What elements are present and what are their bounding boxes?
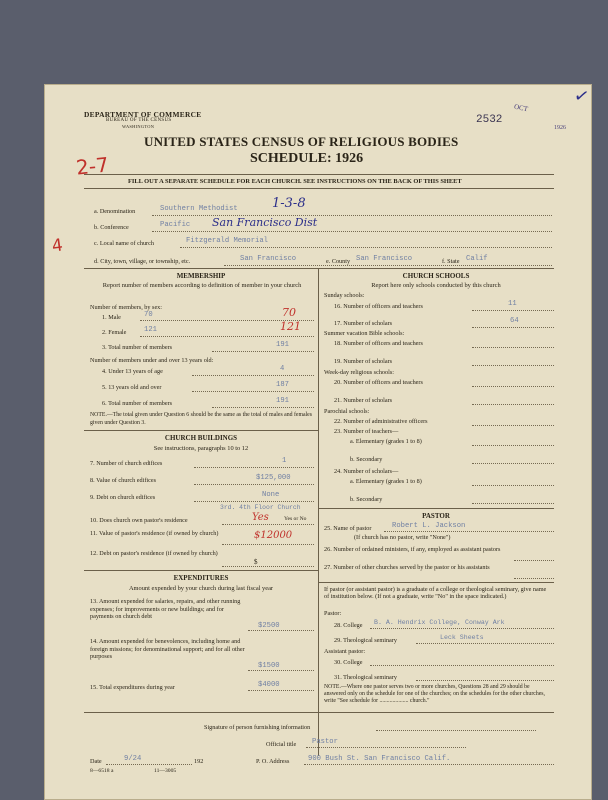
q23-label: 23. Number of teachers—	[334, 428, 399, 435]
stamp-year: 1926	[554, 125, 566, 131]
assistant-subheading: Assistant pastor:	[324, 648, 366, 655]
denomination-code[interactable]: 1-3-8	[272, 196, 306, 211]
q12-value[interactable]: $	[254, 558, 258, 566]
q5-label: 5. 13 years old and over	[102, 384, 162, 391]
q9-value[interactable]: None	[262, 491, 280, 499]
date-label: Date	[90, 758, 102, 765]
q5-value[interactable]: 187	[276, 381, 289, 389]
parochial-schools-label: Parochial schools:	[324, 408, 370, 415]
form-code-secondary: 11—3005	[154, 768, 177, 774]
city-label: WASHINGTON	[122, 124, 155, 129]
q6-label: 6. Total number of members	[102, 400, 173, 407]
expenditures-intro: Amount expended by your church during last fiscal year	[128, 585, 274, 592]
buildings-instructions: See instructions, paragraphs 10 to 12	[153, 445, 249, 452]
q29-value[interactable]: Leck Sheets	[440, 634, 484, 641]
q11-value[interactable]: $12000	[254, 530, 293, 541]
q2-label: 2. Female	[102, 329, 127, 336]
signature-label: Signature of person furnishing information	[204, 724, 311, 731]
q6-value[interactable]: 191	[276, 397, 289, 405]
q10-label: 10. Does church own pastor's residence	[90, 517, 188, 524]
q28-value[interactable]: B. A. Hendrix College, Conway Ark	[374, 619, 505, 626]
q30-label: 30. College	[334, 659, 363, 666]
q24b-label: b. Secondary	[350, 496, 383, 503]
members-by-sex-label: Number of members, by sex:	[90, 304, 162, 311]
denomination-label: a. Denomination	[94, 208, 136, 215]
q1-typed: 70	[144, 311, 153, 319]
church-name-value[interactable]: Fitzgerald Memorial	[186, 237, 268, 245]
q21-label: 21. Number of scholars	[334, 397, 393, 404]
q27-label: 27. Number of other churches served by the pastor or his assistants	[324, 564, 490, 571]
q13-label: 13. Amount expended for salaries, repairs, and other running expenses; for improvements or new buildings; and for payments on church debt	[90, 598, 241, 621]
official-title-label: Official title	[266, 741, 297, 748]
red-handwritten-mark: 2-7	[74, 152, 110, 180]
q2-value[interactable]: 121	[280, 320, 301, 333]
q24-label: 24. Number of scholars—	[334, 468, 399, 475]
q20-label: 20. Number of officers and teachers	[334, 379, 423, 386]
pastor-subheading: Pastor:	[324, 610, 342, 617]
conference-value[interactable]: Pacific	[160, 221, 191, 229]
county-label: e. County	[326, 258, 351, 265]
q3-value[interactable]: 191	[276, 341, 289, 349]
city-town-label: d. City, town, village, or township, etc.	[94, 258, 191, 265]
q24a-label: a. Elementary (grades 1 to 8)	[350, 478, 422, 485]
membership-heading: MEMBERSHIP	[176, 272, 226, 280]
q14-value[interactable]: $1500	[258, 662, 280, 670]
q16-value[interactable]: 11	[508, 300, 517, 308]
official-title-value[interactable]: Pastor	[312, 738, 338, 746]
q12-label: 12. Debt on pastor's residence (if owned by church)	[90, 550, 218, 557]
received-stamp: OCT	[513, 102, 529, 114]
q8-label: 8. Value of church edifices	[90, 477, 157, 484]
membership-note: NOTE.—The total given under Question 6 should be the same as the total of males and females given under Question 3.	[90, 412, 312, 426]
state-value[interactable]: Calif	[466, 255, 488, 263]
q26-label: 26. Number of ordained ministers, if any, employed as assistant pastors	[324, 546, 501, 553]
q17-value[interactable]: 64	[510, 317, 519, 325]
q19-label: 19. Number of scholars	[334, 358, 393, 365]
membership-intro: Report number of members according to definition of member in your church	[102, 282, 302, 289]
pastor-heading: PASTOR	[422, 512, 450, 520]
check-mark-icon: ✓	[572, 84, 592, 108]
conference-label: b. Conference	[94, 224, 129, 231]
q18-label: 18. Number of officers and teachers	[334, 340, 423, 347]
expenditures-heading: EXPENDITURES	[173, 574, 229, 582]
age-header: Number of members under and over 13 years old:	[90, 357, 214, 364]
district-value[interactable]: San Francisco Dist	[212, 216, 318, 229]
denomination-value[interactable]: Southern Methodist	[160, 205, 238, 213]
q1-value[interactable]: 70	[282, 306, 296, 319]
date-value[interactable]: 9/24	[124, 755, 142, 763]
year-suffix: 192	[194, 758, 204, 765]
state-label: f. State	[442, 258, 460, 265]
q29-label: 29. Theological seminary	[334, 637, 397, 644]
q8-value[interactable]: $125,000	[256, 474, 291, 482]
q16-label: 16. Number of officers and teachers	[334, 303, 423, 310]
q15-value[interactable]: $4000	[258, 681, 280, 689]
form-code: 8—6518 a	[90, 768, 114, 774]
q28-label: 28. College	[334, 622, 363, 629]
form-number: 2532	[476, 114, 503, 126]
pastor-note: NOTE.—Where one pastor serves two or more churches, Questions 28 and 29 should be answered only on the schedule for one of the churches; on the schedules for the other churches, write "See schedule for .................... church."	[324, 684, 546, 704]
q15-label: 15. Total expenditures during year	[90, 684, 175, 691]
q25-note: (If church has no pastor, write "None")	[354, 534, 451, 541]
q25-label: 25. Name of pastor	[324, 525, 372, 532]
q10-note: 3rd. 4th Floor Church	[220, 504, 301, 511]
q14-label: 14. Amount expended for benevolences, including home and foreign missions; for denominational support; and for all other purposes	[90, 638, 245, 661]
sunday-schools-label: Sunday schools:	[324, 292, 365, 299]
buildings-heading: CHURCH BUILDINGS	[164, 434, 238, 442]
q9-label: 9. Debt on church edifices	[90, 494, 156, 501]
schools-heading: CHURCH SCHOOLS	[402, 272, 470, 280]
weekday-schools-label: Week-day religious schools:	[324, 369, 394, 376]
q25-value[interactable]: Robert L. Jackson	[392, 522, 466, 530]
q17-label: 17. Number of scholars	[334, 320, 393, 327]
q7-value[interactable]: 1	[282, 457, 287, 465]
bureau-label: BUREAU OF THE CENSUS	[106, 118, 172, 123]
po-address-value[interactable]: 900 Bush St. San Francisco Calif.	[308, 755, 451, 763]
schedule-title: SCHEDULE: 1926	[250, 151, 364, 166]
q2-typed: 121	[144, 326, 157, 334]
department-label: DEPARTMENT OF COMMERCE	[84, 110, 202, 119]
q3-label: 3. Total number of members	[102, 344, 173, 351]
margin-red-mark: 4	[50, 235, 65, 257]
q10-value[interactable]: Yes	[252, 512, 269, 523]
q1-label: 1. Male	[102, 314, 121, 321]
q31-label: 31. Theological seminary	[334, 674, 397, 681]
q23b-label: b. Secondary	[350, 456, 383, 463]
census-form-sheet	[44, 84, 592, 800]
q7-label: 7. Number of church edifices	[90, 460, 163, 467]
q23a-label: a. Elementary (grades 1 to 8)	[350, 438, 422, 445]
church-name-label: c. Local name of church	[94, 240, 154, 247]
form-title: UNITED STATES CENSUS OF RELIGIOUS BODIES	[144, 134, 459, 149]
summer-schools-label: Summer vacation Bible schools:	[324, 330, 405, 337]
schools-intro: Report here only schools conducted by this church	[371, 282, 501, 289]
city-value[interactable]: San Francisco	[240, 255, 297, 263]
q22-label: 22. Number of administrative officers	[334, 418, 428, 425]
q10-answer-hint: Yes or No	[284, 516, 307, 522]
po-address-label: P. O. Address	[256, 758, 290, 765]
graduate-instructions: If pastor (or assistant pastor) is a graduate of a college or theological seminary, give name of institution below. (If not a graduate, write "No" in the space indicated.)	[324, 586, 547, 601]
q13-value[interactable]: $2500	[258, 622, 280, 630]
instruction-banner: FILL OUT A SEPARATE SCHEDULE FOR EACH CHURCH. SEE INSTRUCTIONS ON THE BACK OF THIS SHEET	[128, 178, 462, 185]
q11-label: 11. Value of pastor's residence (if owned by church)	[90, 530, 219, 537]
county-value[interactable]: San Francisco	[356, 255, 413, 263]
q4-label: 4. Under 13 years of age	[102, 368, 163, 375]
q4-value[interactable]: 4	[280, 365, 285, 373]
